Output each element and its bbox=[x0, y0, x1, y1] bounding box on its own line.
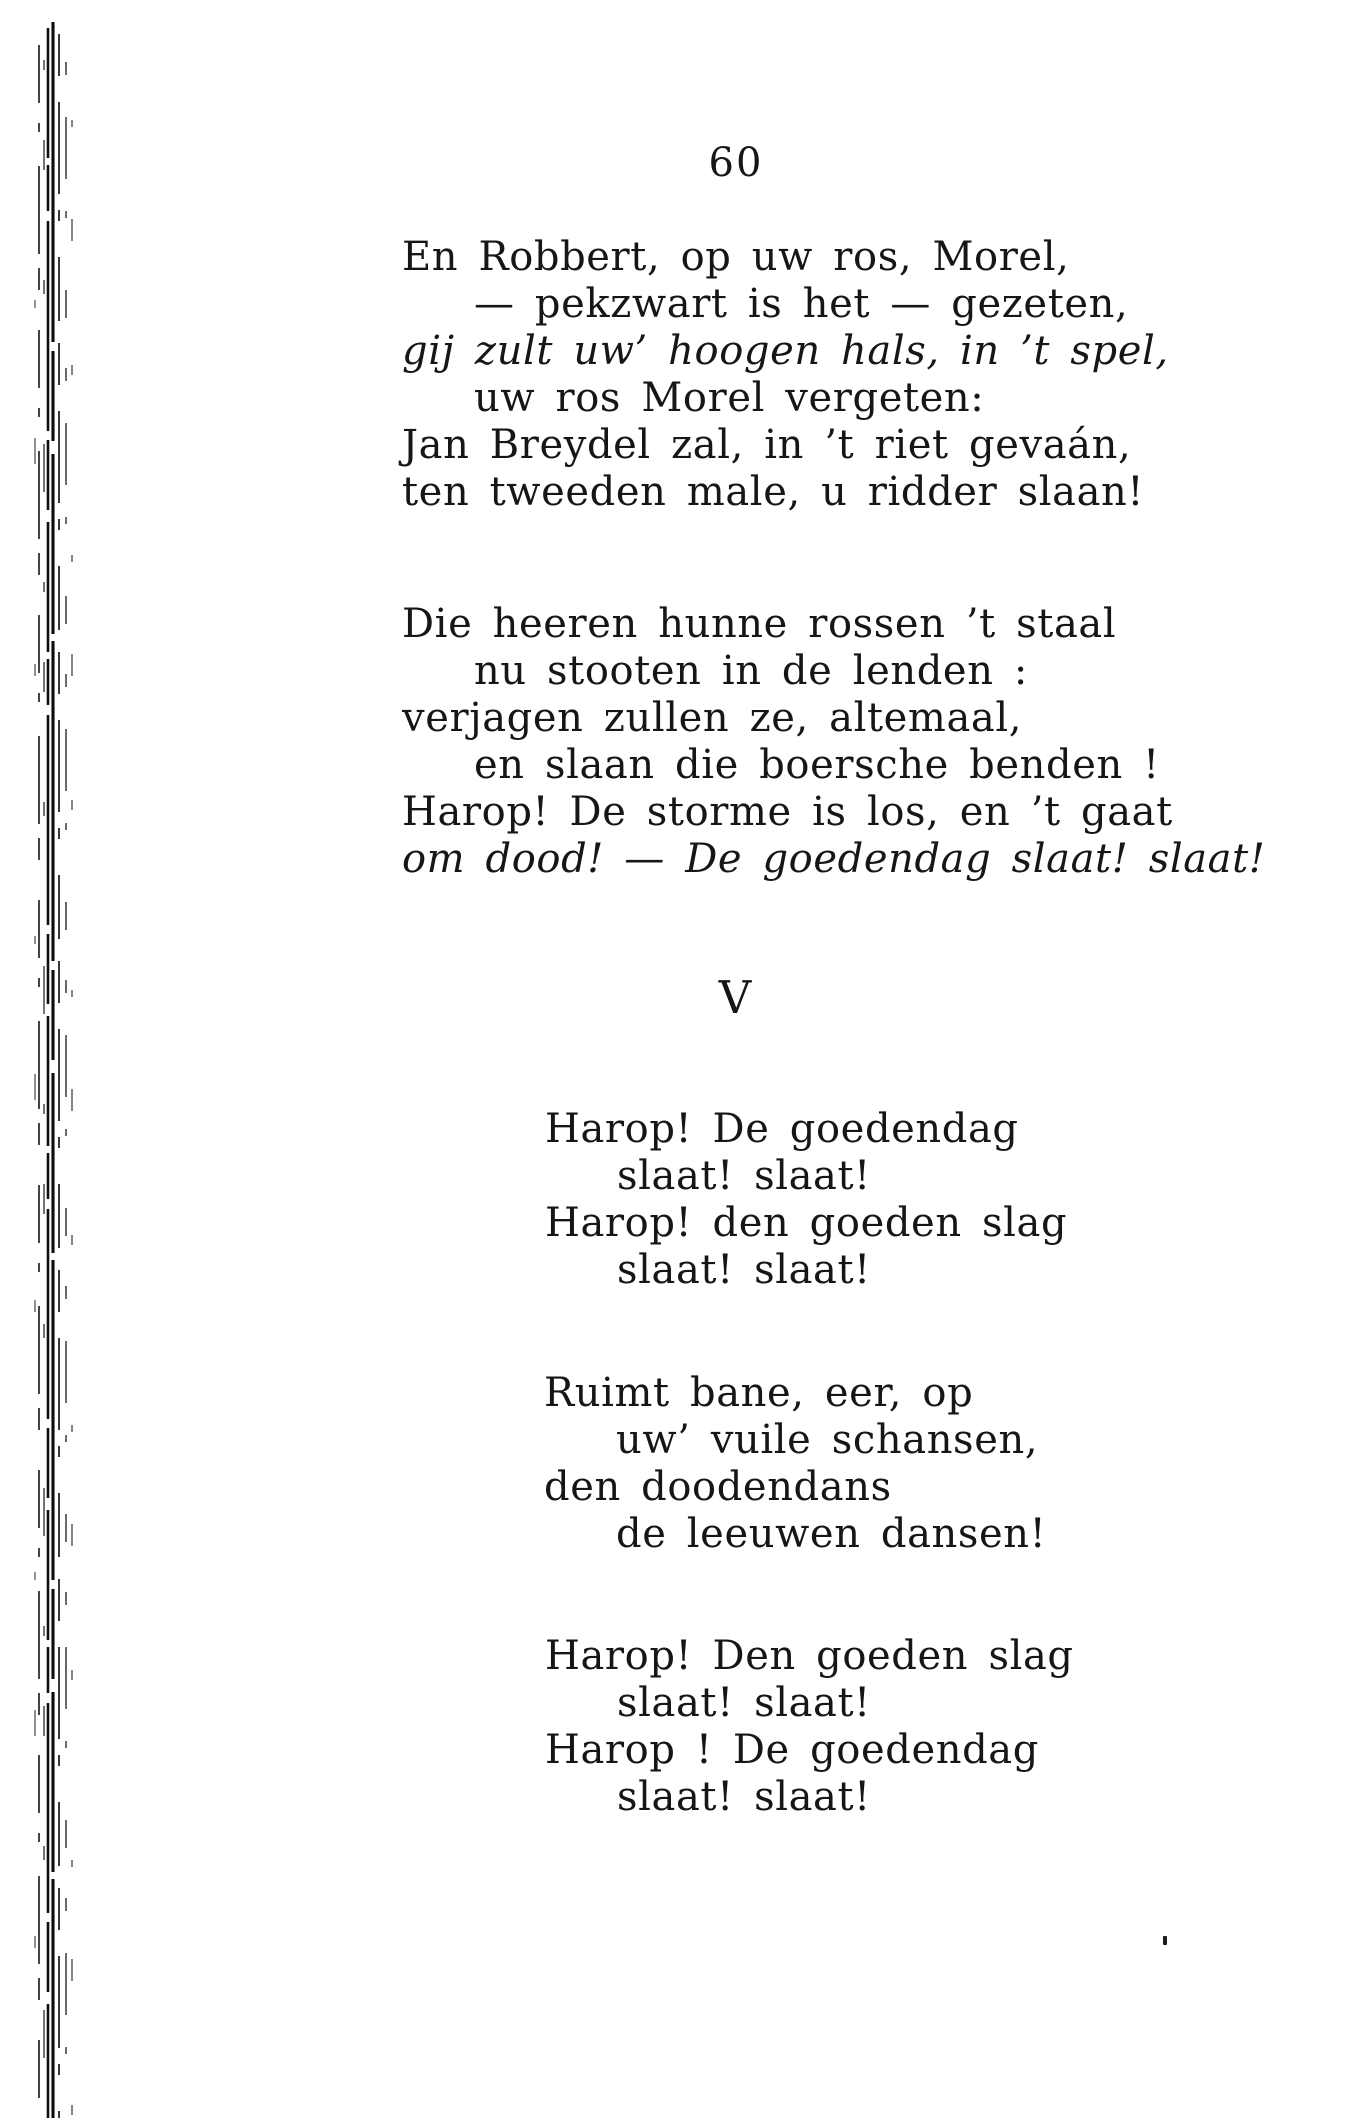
poem-line: Harop ! De goedendag bbox=[545, 1727, 1039, 1773]
poem-line: Harop! De goedendag bbox=[545, 1106, 1019, 1152]
poem-line: uw ros Morel vergeten: bbox=[474, 375, 985, 421]
poem-line: Die heeren hunne rossen ’t staal bbox=[402, 601, 1117, 647]
poem-line: verjagen zullen ze, altemaal, bbox=[402, 695, 1023, 741]
scan-binding-artifact bbox=[0, 0, 95, 2118]
page-number: 60 bbox=[708, 140, 764, 186]
poem-line: en slaan die boersche benden ! bbox=[474, 742, 1160, 788]
poem-line: — pekzwart is het — gezeten, bbox=[474, 281, 1129, 327]
stanza-5 bbox=[545, 1633, 1074, 1821]
stanza-4 bbox=[544, 1370, 1046, 1558]
poem-line: slaat! slaat! bbox=[617, 1774, 871, 1820]
poem-line: Harop! Den goeden slag bbox=[545, 1633, 1074, 1679]
poem-line: om dood! — De goedendag slaat! slaat! bbox=[402, 836, 1266, 882]
poem-line: Harop! den goeden slag bbox=[545, 1200, 1068, 1246]
poem-line: ten tweeden male, u ridder slaan! bbox=[402, 469, 1145, 515]
ink-speck-artifact bbox=[1163, 1936, 1167, 1945]
poem-line: slaat! slaat! bbox=[617, 1153, 871, 1199]
poem-line: uw’ vuile schansen, bbox=[616, 1417, 1039, 1463]
poem-line: gij zult uw’ hoogen hals, in ’t spel, bbox=[402, 328, 1169, 374]
poem-line: slaat! slaat! bbox=[617, 1247, 871, 1293]
stanza-3 bbox=[545, 1106, 1067, 1294]
poem-line: Harop! De storme is los, en ’t gaat bbox=[402, 789, 1173, 835]
poem-line: de leeuwen dansen! bbox=[616, 1511, 1047, 1557]
stanza-2 bbox=[402, 601, 1265, 883]
poem-line: Ruimt bane, eer, op bbox=[544, 1370, 974, 1416]
poem-line: den doodendans bbox=[544, 1464, 892, 1510]
poem-line: Jan Breydel zal, in ’t riet gevaán, bbox=[402, 422, 1132, 468]
poem-line: nu stooten in de lenden : bbox=[474, 648, 1028, 694]
stanza-1 bbox=[402, 234, 1169, 516]
section-heading: V bbox=[718, 971, 752, 1024]
poem-line: slaat! slaat! bbox=[617, 1680, 871, 1726]
poem-line: En Robbert, op uw ros, Morel, bbox=[402, 234, 1070, 280]
